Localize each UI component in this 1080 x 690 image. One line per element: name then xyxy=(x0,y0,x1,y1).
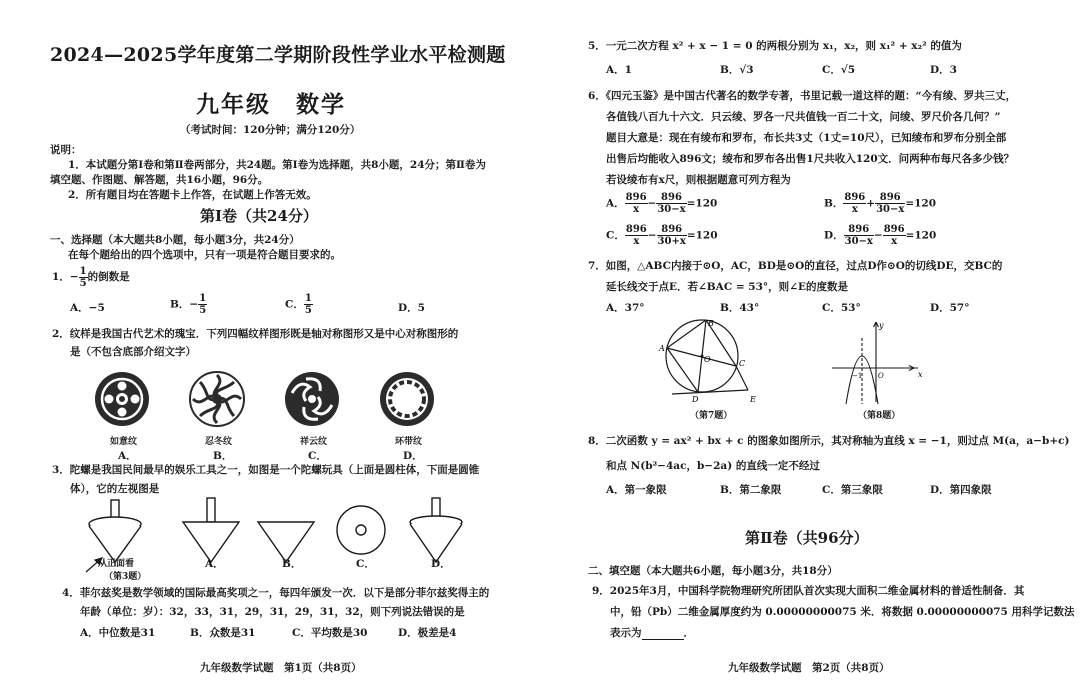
q2-patterns xyxy=(90,365,470,433)
q2-line2: 是（不包含底部介绍文字） xyxy=(70,346,196,358)
top-view-d-icon xyxy=(410,498,462,562)
q3-top-views xyxy=(80,494,480,576)
q6-option-b: B． $\frac{896}{x}$ + $\frac{896}{30-x}$ =120 xyxy=(824,192,937,215)
q4-option-b: B．众数是31 xyxy=(190,627,256,639)
note-1a: 1．本试题分第Ⅰ卷和第Ⅱ卷两部分，共24题。第Ⅰ卷为选择题，共8小题，24分；第Ⅱ卷为 xyxy=(68,159,486,171)
q3-fig-label: （第3题） xyxy=(104,572,147,582)
q3-line2: 体），它的左视图是 xyxy=(70,483,160,495)
section1-heading: 一、选择题（本大题共8小题，每小题3分，共24分） xyxy=(50,234,300,246)
q9-answer-blank xyxy=(642,629,684,640)
q6-line1: 6．《四元玉鉴》是中国古代著名的数学专著，书里记载一道这样的题：“今有绫、罗共三丈， xyxy=(588,90,1017,102)
q7-point-o: O xyxy=(704,355,711,364)
q6-option-a: A． $\frac{896}{x}$ − $\frac{896}{30-x}$ =120 xyxy=(606,192,718,215)
q9-line1: 9．2025年3月，中国科学院物理研究所团队首次实现大面积二维金属材料的普适性制备．其 xyxy=(592,585,1025,597)
exam-info: （考试时间：120分钟；满分120分） xyxy=(180,124,361,136)
q8-neg1-label: −1 xyxy=(852,372,863,380)
q3-line1: 3．陀螺是我国民间最早的娱乐工具之一，如图是一个陀螺玩具（上面是圆柱体，下面是圆锥 xyxy=(52,464,480,476)
q2-caption-c: 祥云纹 xyxy=(300,437,328,447)
q4-line1: 4．菲尔兹奖是数学领域的国际最高奖项之一，每四年颁发一次．以下是部分菲尔兹奖得主的 xyxy=(62,587,490,599)
pattern-xiangyun-icon xyxy=(285,372,339,426)
q6-line2: 各值钱八百九十六文．只云绫、罗各一尺共值钱一百二十文，问绫、罗尺价各几何？” xyxy=(606,111,1001,123)
q7-circle-figure xyxy=(652,318,772,404)
q7-point-b: B xyxy=(708,319,714,328)
q6-line5: 若设绫布有x尺，则根据题意可列方程为 xyxy=(606,174,791,186)
q7-option-c: C．53° xyxy=(822,302,861,314)
q7-line2: 延长线交于点E．若∠BAC = 53°，则∠E的度数是 xyxy=(606,281,848,293)
q8-line1: 8．二次函数 y = ax² + bx + c 的图象如图所示，其对称轴为直线 x = −1，则过点 M(a，a−b+c) xyxy=(588,435,1070,447)
q3-label-b: B． xyxy=(282,558,302,570)
q5-option-a: A．1 xyxy=(606,64,632,76)
q7-point-d: D xyxy=(692,395,699,404)
pattern-huandai-icon xyxy=(380,372,434,426)
pattern-ruyi-icon xyxy=(95,372,149,426)
q1-stem: 1．− $\frac{1}{5}$ 的倒数是 xyxy=(52,265,130,289)
q3-label-d: D． xyxy=(431,558,451,570)
q4-option-c: C．平均数是30 xyxy=(292,627,368,639)
pattern-rendong-icon xyxy=(190,372,244,426)
q8-origin-label: O xyxy=(878,372,884,380)
q8-axis-y: y xyxy=(879,321,884,330)
q3-label-c: C． xyxy=(356,558,375,570)
q7-option-d: D．57° xyxy=(930,302,970,314)
exam-title: 2024—2025学年度第二学期阶段性学业水平检测题 xyxy=(50,44,506,66)
q7-option-a: A．37° xyxy=(606,302,645,314)
q6-option-c: C． $\frac{896}{x}$ − $\frac{896}{30+x}$ =120 xyxy=(606,224,718,247)
q6-line3: 题目大意是：现在有绫布和罗布，布长共3丈（1丈=10尺），已知绫布和罗布分别全部 xyxy=(606,132,1007,144)
q1-option-b: B．− $\frac{1}{5}$ xyxy=(170,293,207,316)
q8-option-d: D．第四象限 xyxy=(930,484,992,496)
q8-option-c: C．第三象限 xyxy=(822,484,883,496)
q2-label-b: B． xyxy=(213,450,233,462)
q3-label-a: A． xyxy=(205,558,224,570)
exam-subtitle: 九年级 数学 xyxy=(196,91,346,118)
q2-caption-d: 环带纹 xyxy=(395,437,423,447)
part2-heading: 第Ⅱ卷（共96分） xyxy=(745,529,869,547)
q9-line2: 中，铅（Pb）二维金属厚度约为 0.00000000075 米．将数据 0.00000000075 用科学记数法 xyxy=(610,606,1075,618)
top-view-a-icon xyxy=(183,498,239,562)
q7-option-b: B．43° xyxy=(720,302,760,314)
q8-axis-x: x xyxy=(918,370,923,379)
q5-option-b: B．√3 xyxy=(720,64,754,76)
q7-point-c: C xyxy=(739,359,746,368)
q1-option-d: D．5 xyxy=(398,302,425,314)
q8-line2: 和点 N(b²−4ac，b−2a) 的直线一定不经过 xyxy=(606,460,820,472)
q4-option-d: D．极差是4 xyxy=(398,627,457,639)
q7-line1: 7．如图，△ABC内接于⊙O，AC，BD是⊙O的直径，过点D作⊙O的切线DE，交BC的 xyxy=(588,260,1003,272)
q6-option-d: D． $\frac{896}{30-x}$ − $\frac{896}{x}$ =120 xyxy=(824,224,937,247)
q8-parabola-graph xyxy=(828,318,924,406)
q2-label-a: A． xyxy=(118,450,137,462)
q5-stem: 5．一元二次方程 x² + x − 1 = 0 的两根分别为 x₁，x₂，则 x₁² + x₂² 的值为 xyxy=(588,40,962,52)
q9-line3: 表示为 ． xyxy=(610,627,694,639)
q7-point-a: A xyxy=(659,344,665,353)
q8-option-b: B．第二象限 xyxy=(720,484,782,496)
footer-page-2: 九年级数学试题 第2页（共8页） xyxy=(728,662,890,674)
footer-page-1: 九年级数学试题 第1页（共8页） xyxy=(200,662,362,674)
exam-page-2 xyxy=(540,0,1080,690)
q3-front-label: 从正面看 xyxy=(98,559,135,569)
q2-line1: 2．纹样是我国古代艺术的瑰宝．下列四幅纹样图形既是轴对称图形又是中心对称图形的 xyxy=(52,328,459,340)
q5-option-c: C．√5 xyxy=(822,64,856,76)
q1-option-c: C． $\frac{1}{5}$ xyxy=(285,293,312,316)
top-view-c-icon xyxy=(337,506,385,554)
q8-fig-label: （第8题） xyxy=(858,411,901,421)
q8-option-a: A．第一象限 xyxy=(606,484,667,496)
note-1b: 填空题、作图题、解答题，共16小题，96分。 xyxy=(50,174,269,186)
q4-line2: 年龄（单位：岁）：32，33，31，29，31，29，31，32，则下列说法错误的是 xyxy=(80,606,465,618)
section2-heading: 二、填空题（本大题共6小题，每小题3分，共18分） xyxy=(588,565,838,577)
section1-instruction: 在每个题给出的四个选项中，只有一项是符合题目要求的。 xyxy=(68,249,341,261)
q2-label-c: C． xyxy=(308,450,327,462)
q1-option-a: A．−5 xyxy=(70,302,105,314)
q7-point-e: E xyxy=(750,395,756,404)
note-2: 2．所有题目均在答题卡上作答，在试题上作答无效。 xyxy=(68,189,317,201)
q2-label-d: D． xyxy=(403,450,423,462)
q7-fig-label: （第7题） xyxy=(690,411,733,421)
q4-option-a: A．中位数是31 xyxy=(80,627,156,639)
q2-caption-a: 如意纹 xyxy=(110,437,138,447)
part1-heading: 第Ⅰ卷（共24分） xyxy=(200,207,318,225)
q5-option-d: D．3 xyxy=(930,64,957,76)
q2-caption-b: 忍冬纹 xyxy=(205,437,233,447)
notes-heading: 说明： xyxy=(50,144,82,156)
q6-line4: 出售后均能收入896文；绫布和罗布各出售1尺共收入120文．问两种布每尺各多少钱？ xyxy=(606,153,1015,165)
